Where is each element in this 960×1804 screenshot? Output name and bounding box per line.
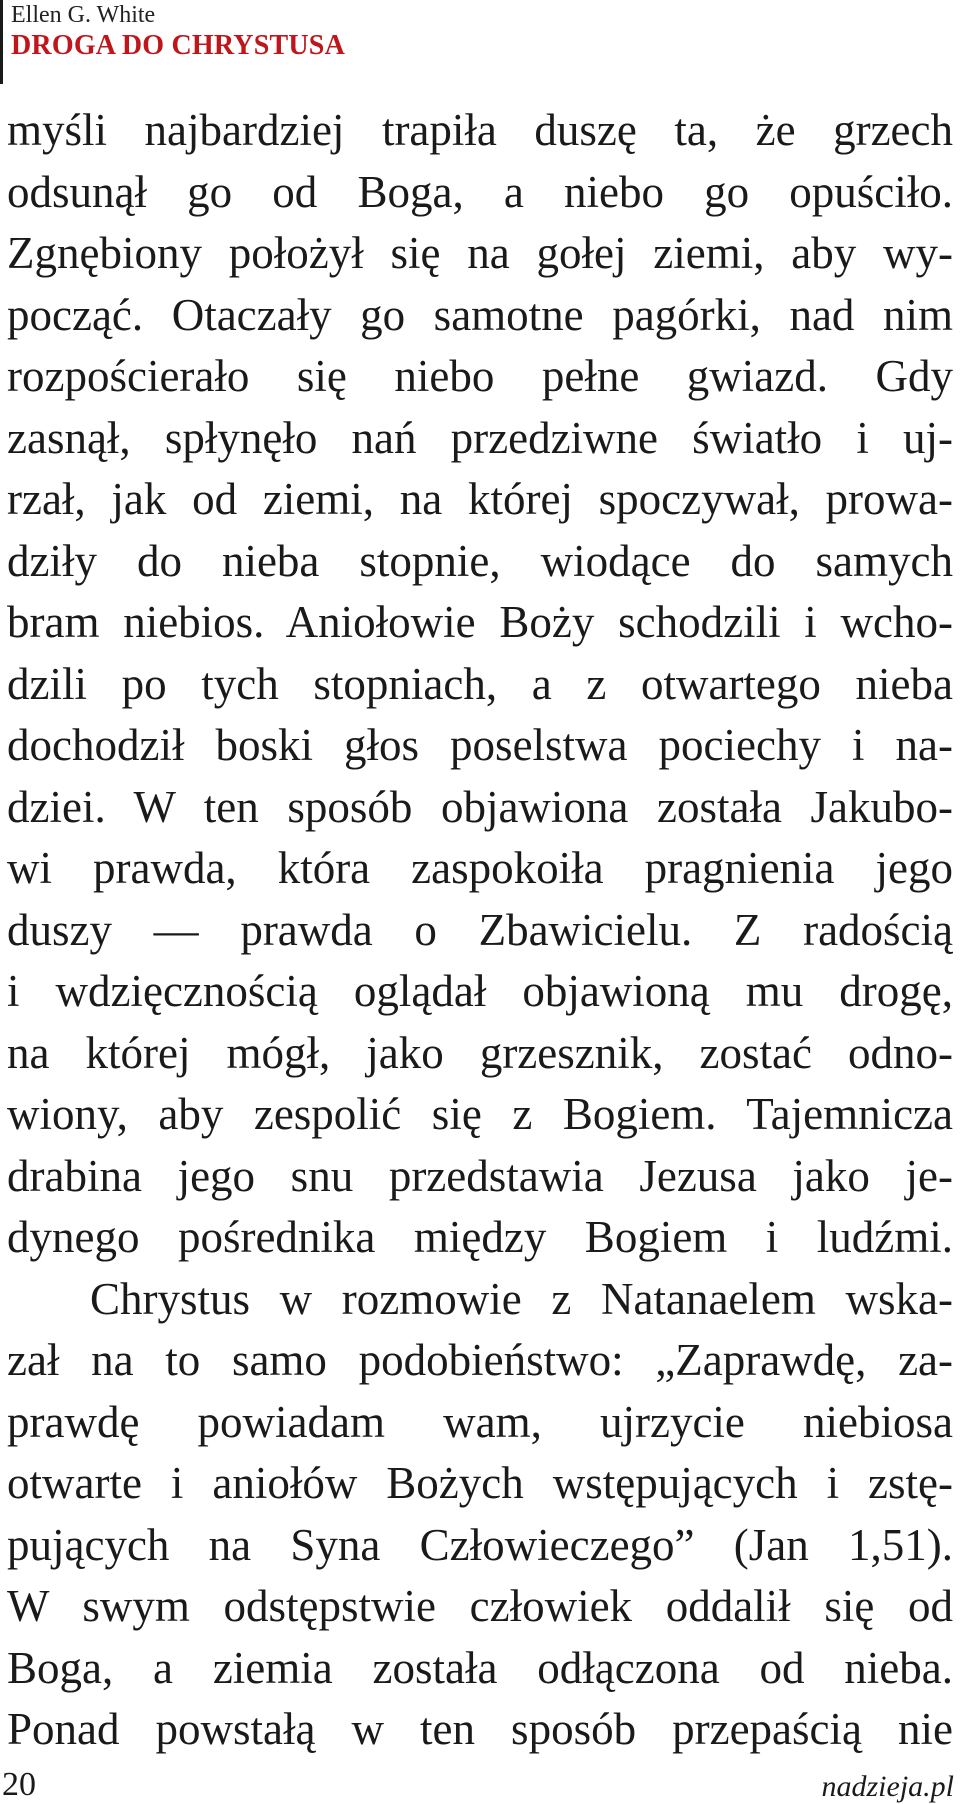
text-line: Boga, a ziemia została odłączona od nieba. — [7, 1642, 953, 1693]
text-line: na której mógł, jako grzesznik, zostać odno- — [7, 1027, 953, 1078]
text-line: dziły do nieba stopnie, wiodące do samych — [7, 535, 953, 586]
text-line: W swym odstępstwie człowiek oddalił się od — [7, 1581, 953, 1631]
text-line: i wdzięcznością oglądał objawioną mu drogę, — [7, 966, 953, 1016]
text-line: myśli najbardziej trapiła duszę ta, że grzech — [7, 105, 953, 155]
text-line: począć. Otaczały go samotne pagórki, nad nim — [7, 289, 953, 340]
text-line: bram niebios. Aniołowie Boży schodzili i wcho- — [7, 597, 953, 647]
book-title: DROGA DO CHRYSTUSA — [11, 30, 345, 61]
text-line: wiony, aby zespolić się z Bogiem. Tajemnicza — [7, 1089, 953, 1139]
text-line: otwarte i aniołów Bożych wstępujących i zstę- — [7, 1458, 953, 1508]
running-header — [0, 0, 345, 84]
paragraph-first-line: Chrystus w rozmowie z Natanaelem wska- — [90, 1273, 953, 1324]
text-line: prawdę powiadam wam, ujrzycie niebiosa — [7, 1396, 953, 1447]
text-line: dynego pośrednika między Bogiem i ludźmi. — [7, 1212, 953, 1262]
body-text — [7, 100, 953, 1761]
text-line: dziei. W ten sposób objawiona została Jakubo- — [7, 781, 953, 832]
site-link[interactable]: nadzieja.pl — [821, 1770, 954, 1803]
text-line: rozpościerało się niebo pełne gwiazd. Gdy — [7, 351, 953, 401]
text-line: Zgnębiony położył się na gołej ziemi, aby wy- — [7, 228, 953, 278]
text-line: wi prawda, która zaspokoiła pragnienia jego — [7, 843, 953, 893]
text-line: dochodził boski głos poselstwa pociechy i na- — [7, 720, 953, 770]
author-name: Ellen G. White — [11, 2, 156, 28]
text-line: pujących na Syna Człowieczego” (Jan 1,51). — [7, 1519, 953, 1570]
page-number: 20 — [2, 1766, 36, 1803]
text-line: drabina jego snu przedstawia Jezusa jako je- — [7, 1150, 953, 1201]
text-line: zasnął, spłynęło nań przedziwne światło i uj- — [7, 412, 953, 463]
text-line: dzili po tych stopniach, a z otwartego nieba — [7, 658, 953, 709]
text-line: rzał, jak od ziemi, na której spoczywał, prowa- — [7, 474, 953, 524]
text-line: duszy — prawda o Zbawicielu. Z radością — [7, 904, 953, 955]
text-line: odsunął go od Boga, a niebo go opuściło. — [7, 166, 953, 217]
text-line: zał na to samo podobieństwo: „Zaprawdę, za- — [7, 1335, 953, 1385]
text-line: Ponad powstałą w ten sposób przepaścią nie — [7, 1704, 953, 1754]
